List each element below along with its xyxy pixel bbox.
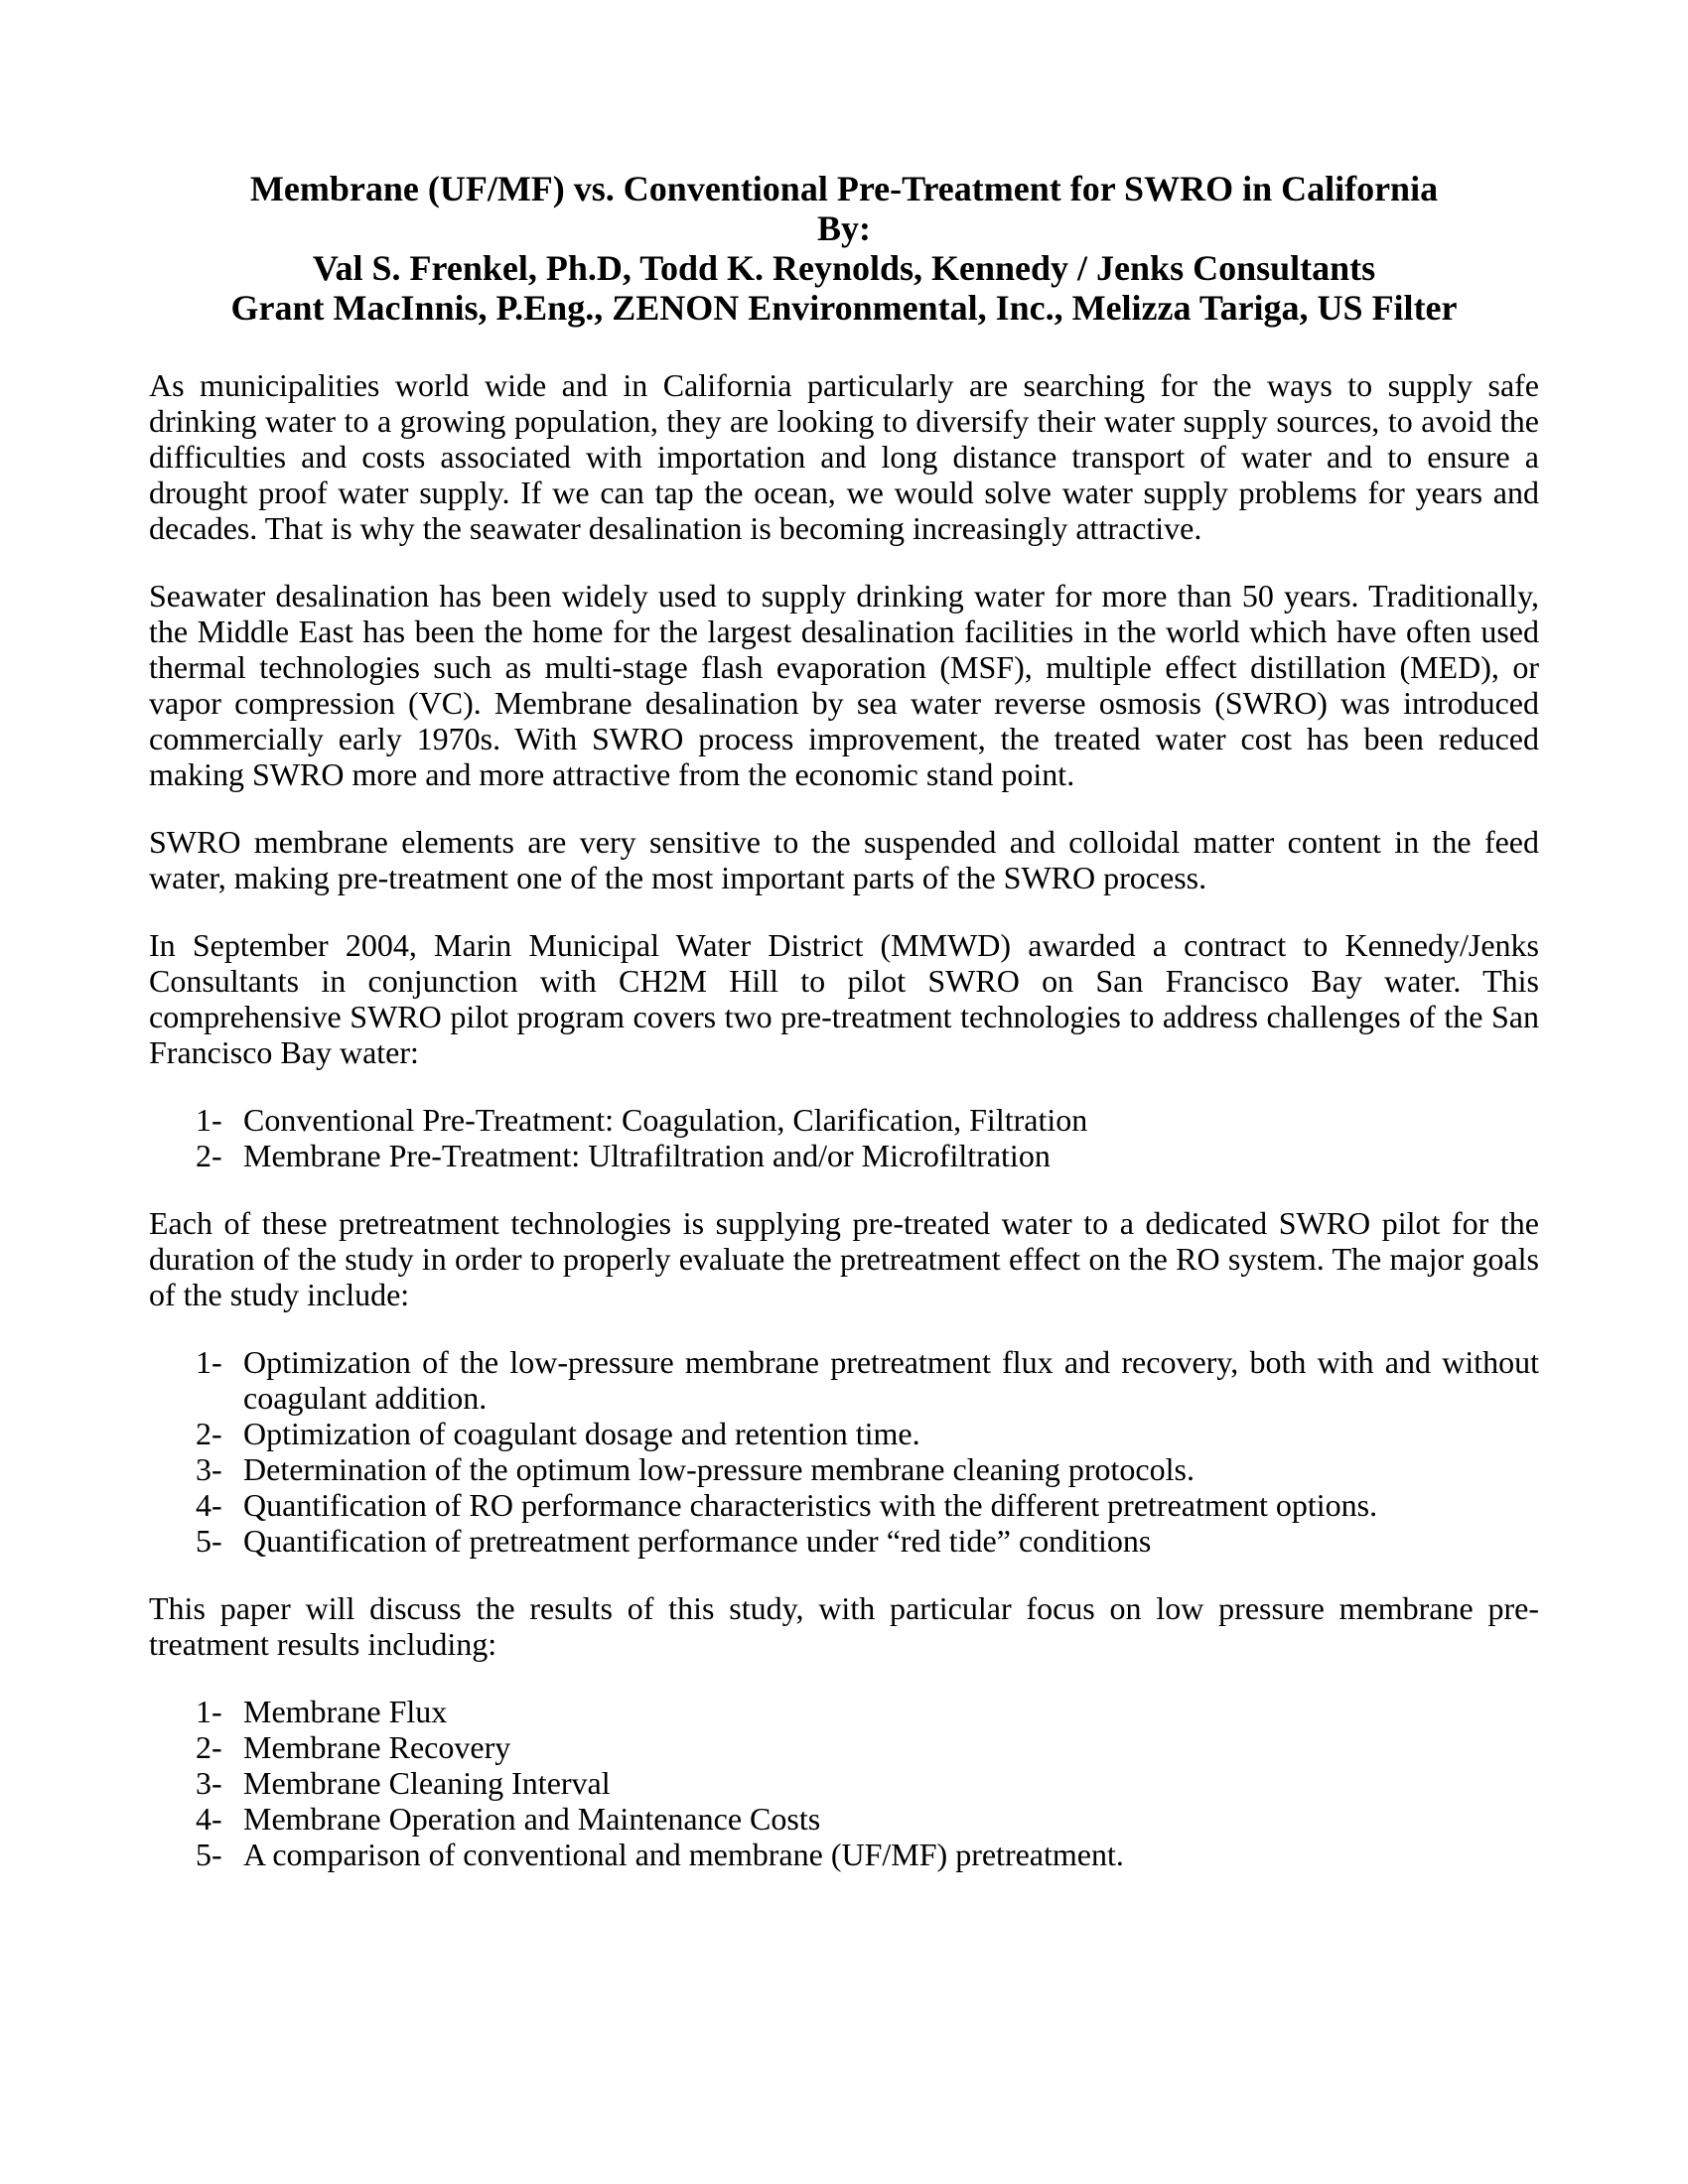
list-item-number: 1- — [196, 1344, 222, 1380]
list-item-text: Optimization of the low-pressure membrane pretreatment flux and recovery, both with and without coagulant addition. — [243, 1344, 1539, 1416]
list-item-text: Determination of the optimum low-pressure membrane cleaning protocols. — [243, 1451, 1195, 1487]
title-block — [149, 169, 1539, 328]
list-item — [149, 1837, 1539, 1872]
list-item-number: 5- — [196, 1523, 222, 1559]
list-item-number: 2- — [196, 1416, 222, 1451]
list-item-text: Membrane Operation and Maintenance Costs — [243, 1801, 821, 1837]
list-item — [149, 1694, 1539, 1729]
list-item-number: 4- — [196, 1487, 222, 1523]
list-item-number: 2- — [196, 1729, 222, 1765]
list-item-text: Membrane Flux — [243, 1694, 448, 1729]
list-item-text: Quantification of RO performance characteristics with the different pretreatment options. — [243, 1487, 1378, 1523]
list-item-number: 5- — [196, 1837, 222, 1872]
paper-results-intro-paragraph: This paper will discuss the results of this study, with particular focus on low pressure membrane pre-treatment results including: — [149, 1590, 1539, 1662]
list-item — [149, 1487, 1539, 1523]
list-item — [149, 1416, 1539, 1451]
byline: By: — [817, 208, 871, 248]
list-item-text: Conventional Pre-Treatment: Coagulation, Clarification, Filtration — [243, 1102, 1088, 1138]
intro-paragraph: As municipalities world wide and in California particularly are searching for the ways to supply safe drinking water to a growing population, they are looking to diversify their water supply sources, to avoid the difficulties and costs associated with importation and long distance transport of water and to ensure a drought proof water supply. If we can tap the ocean, we would solve water supply problems for years and decades. That is why the seawater desalination is becoming increasingly attractive. — [149, 367, 1539, 546]
list-item-text: A comparison of conventional and membrane (UF/MF) pretreatment. — [243, 1837, 1124, 1872]
list-item-number: 4- — [196, 1801, 222, 1837]
list-item-text: Quantification of pretreatment performance under “red tide” conditions — [243, 1523, 1152, 1559]
list-item-number: 3- — [196, 1451, 222, 1487]
list-item — [149, 1729, 1539, 1765]
list-item-number: 2- — [196, 1138, 222, 1173]
list-item-number: 3- — [196, 1765, 222, 1801]
membrane-sensitivity-paragraph: SWRO membrane elements are very sensitive to the suspended and colloidal matter content in the feed water, making pre-treatment one of the most important parts of the SWRO process. — [149, 824, 1539, 895]
results-topics-list — [149, 1694, 1539, 1872]
authors-line-1: Val S. Frenkel, Ph.D, Todd K. Reynolds, Kennedy / Jenks Consultants — [312, 248, 1376, 288]
list-item — [149, 1451, 1539, 1487]
study-goals-list — [149, 1344, 1539, 1559]
paper-title: Membrane (UF/MF) vs. Conventional Pre-Treatment for SWRO in California — [249, 169, 1439, 208]
study-goals-intro-paragraph: Each of these pretreatment technologies is supplying pre-treated water to a dedicated SWRO pilot for the duration of the study in order to properly evaluate the pretreatment effect on the RO system. The major goals of the study include: — [149, 1205, 1539, 1312]
list-item-text: Membrane Recovery — [243, 1729, 511, 1765]
desalination-history-paragraph: Seawater desalination has been widely used to supply drinking water for more than 50 years. Traditionally, the Middle East has been the home for the largest desalination facilities in the world which have often used thermal technologies such as multi-stage flash evaporation (MSF), multiple effect distillation (MED), or vapor compression (VC). Membrane desalination by sea water reverse osmosis (SWRO) was introduced commercially early 1970s. With SWRO process improvement, the treated water cost has been reduced making SWRO more and more attractive from the economic stand point. — [149, 578, 1539, 792]
list-item — [149, 1523, 1539, 1559]
list-item-number: 1- — [196, 1694, 222, 1729]
list-item-text: Membrane Pre-Treatment: Ultrafiltration and/or Microfiltration — [243, 1138, 1051, 1173]
list-item — [149, 1344, 1539, 1416]
list-item-number: 1- — [196, 1102, 222, 1138]
mmwd-contract-paragraph: In September 2004, Marin Municipal Water District (MMWD) awarded a contract to Kennedy/Jenks Consultants in conjunction with CH2M Hill to pilot SWRO on San Francisco Bay water. This comprehensive SWRO pilot program covers two pre-treatment technologies to address challenges of the San Francisco Bay water: — [149, 927, 1539, 1070]
pretreatment-options-list — [149, 1102, 1539, 1173]
list-item — [149, 1138, 1539, 1173]
list-item — [149, 1765, 1539, 1801]
list-item-text: Membrane Cleaning Interval — [243, 1765, 611, 1801]
authors-line-2: Grant MacInnis, P.Eng., ZENON Environmental, Inc., Melizza Tariga, US Filter — [230, 288, 1458, 328]
list-item — [149, 1801, 1539, 1837]
list-item-text: Optimization of coagulant dosage and retention time. — [243, 1416, 920, 1451]
list-item — [149, 1102, 1539, 1138]
